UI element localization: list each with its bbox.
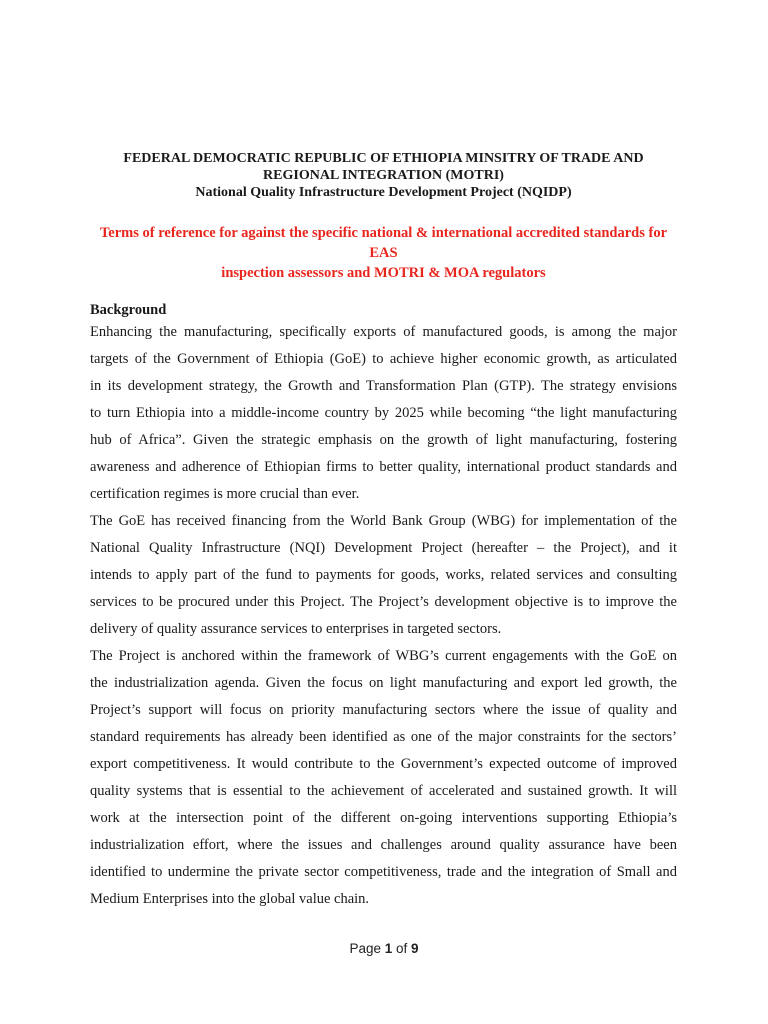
title-line-2: REGIONAL INTEGRATION (MOTRI) [263, 168, 504, 183]
paragraph-line: targets of the Government of Ethiopia (GoE) to achieve higher economic growth, as articulated [90, 351, 677, 367]
paragraph-line: the industrialization agenda. Given the focus on light manufacturing and export led growth, the [90, 675, 677, 691]
paragraph-line: delivery of quality assurance services to enterprises in targeted sectors. [90, 621, 502, 637]
paragraph-line: awareness and adherence of Ethiopian firms to better quality, international product standards and [90, 459, 677, 475]
paragraph-line: to turn Ethiopia into a middle-income country by 2025 while becoming “the light manufacturing [90, 405, 677, 421]
paragraph [90, 508, 677, 643]
paragraph-line: standard requirements has already been identified as one of the major constraints for the sectors’ [90, 729, 677, 745]
paragraph [90, 643, 677, 913]
paragraph-line: services to be procured under this Project. The Project’s development objective is to improve the [90, 594, 677, 610]
paragraph-line: intends to apply part of the fund to payments for goods, works, related services and consulting [90, 567, 677, 583]
paragraph-line: hub of Africa”. Given the strategic emphasis on the growth of light manufacturing, fostering [90, 432, 677, 448]
title-line-3: National Quality Infrastructure Development Project (NQIDP) [195, 185, 572, 200]
paragraph-line: The Project is anchored within the framework of WBG’s current engagements with the GoE on [90, 648, 677, 664]
footer-page-word: Page [349, 941, 381, 956]
document-page [90, 150, 677, 913]
paragraph-line: export competitiveness. It would contribute to the Government’s expected outcome of improved [90, 756, 677, 772]
paragraph [90, 319, 677, 508]
paragraph-line: certification regimes is more crucial than ever. [90, 486, 360, 502]
paragraph-line: work at the intersection point of the different on-going interventions supporting Ethiopia’s [90, 810, 677, 826]
paragraph-line: Enhancing the manufacturing, specifically exports of manufactured goods, is among the major [90, 324, 677, 340]
document-title [90, 150, 677, 201]
paragraph-line: The GoE has received financing from the World Bank Group (WBG) for implementation of the [90, 513, 677, 529]
paragraph-line: industrialization effort, where the issues and challenges around quality assurance have been [90, 837, 677, 853]
paragraph-line: in its development strategy, the Growth and Transformation Plan (GTP). The strategy envisions [90, 378, 677, 394]
subtitle-line-1: Terms of reference for against the specific national & international accredited standards for EAS [99, 225, 668, 261]
paragraph-line: National Quality Infrastructure (NQI) Development Project (hereafter – the Project), and it [90, 540, 677, 556]
paragraph-line: identified to undermine the private sector competitiveness, trade and the integration of Small and [90, 864, 677, 880]
footer-current-page: 1 [384, 941, 393, 956]
subtitle-line-2: inspection assessors and MOTRI & MOA regulators [221, 265, 546, 281]
footer-of-word: of [396, 941, 408, 956]
section-heading-background: Background [90, 302, 167, 318]
footer-total-pages: 9 [411, 941, 419, 956]
paragraph-line: Project’s support will focus on priority manufacturing sectors where the issue of quality and [90, 702, 677, 718]
page-footer [0, 941, 768, 956]
title-line-1: FEDERAL DEMOCRATIC REPUBLIC OF ETHIOPIA MINSITRY OF TRADE AND [123, 151, 644, 166]
paragraph-line: quality systems that is essential to the achievement of accelerated and sustained growth. It will [90, 783, 677, 799]
paragraph-line: Medium Enterprises into the global value chain. [90, 891, 370, 907]
terms-of-reference-subtitle [90, 223, 677, 283]
body-text [90, 319, 677, 913]
